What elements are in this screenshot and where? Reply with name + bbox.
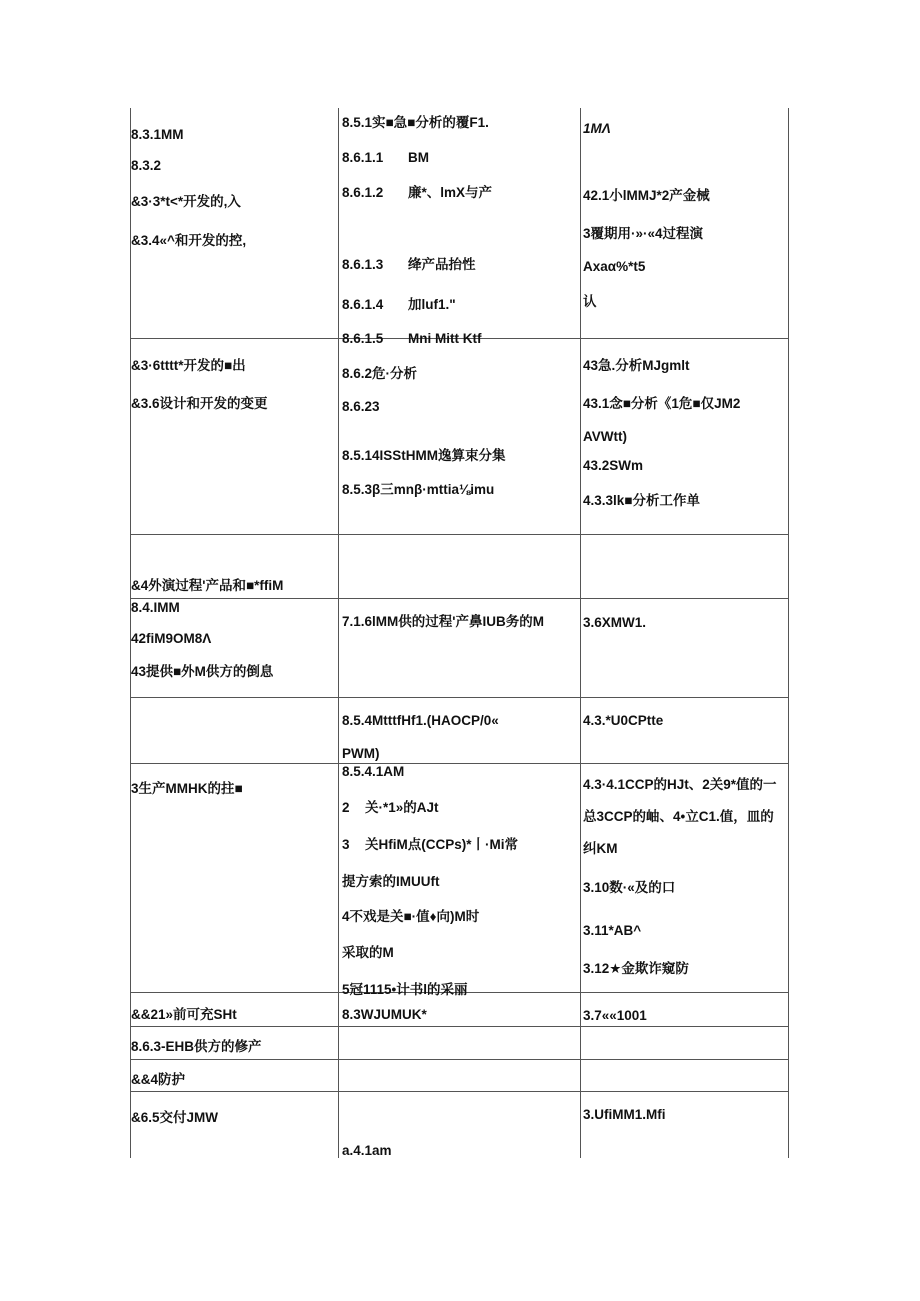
table-cell-r5-c2 — [339, 764, 580, 997]
clause-text: a.4.1am — [342, 1143, 392, 1158]
clause-text: 42fiM9OM8Λ — [131, 631, 212, 646]
clause-number: 8.6.1.2 — [342, 185, 384, 200]
clause-text: 采取的M — [342, 945, 394, 960]
clause-text: &4外演过程'产品和■*ffiM — [131, 578, 284, 593]
clause-text: 43.2SWm — [583, 458, 644, 473]
table-cell-r6-c1 — [131, 993, 338, 1026]
table-cell-r1-c2 — [339, 339, 580, 534]
clause-title: 加luf1." — [408, 297, 456, 312]
clause-text: 3.10数·«及的口 — [583, 880, 676, 895]
clause-text: 5冠1115•计书l的采丽 — [342, 982, 468, 997]
clause-number: 8.6.1.3 — [342, 257, 384, 272]
clause-text: 3生产MMHK的拄■ — [131, 781, 243, 796]
table-border-right — [788, 108, 789, 1158]
clause-text: 43提供■外M供方的倒息 — [131, 664, 274, 679]
clause-title: 廉*、lmX与产 — [408, 185, 493, 200]
list-number: 3 — [342, 837, 350, 852]
clause-text: &3.6设计和开发的变更 — [131, 396, 268, 411]
clause-text: 3.12★金欺诈窥防 — [583, 961, 689, 976]
clause-text: &&21»前可充SHt — [131, 1007, 237, 1022]
clause-text: 8.5.4.1AM — [342, 764, 405, 779]
table-cell-r6-c2 — [339, 993, 580, 1026]
clause-text: 43.1念■分析《1危■仅JM2 — [583, 396, 741, 411]
table-cell-r3-c1 — [131, 599, 338, 697]
clause-text: &6.5交付JMW — [131, 1110, 219, 1125]
clause-text: 8.6.2危·分析 — [342, 366, 418, 381]
clause-text: AVWtt) — [583, 429, 627, 444]
clause-title: 绛产品抬性 — [408, 257, 476, 272]
clause-text: 4.3.*U0CPtte — [583, 713, 664, 728]
clause-text: 4.3·4.1CCP的HJt、2关9*值的一 — [583, 777, 777, 792]
clause-text: 总3CCP的岫、4•立C1.值，皿的 — [583, 809, 774, 824]
table-cell-r4-c3 — [581, 698, 788, 763]
clause-text: 8.3WJUMUK* — [342, 1007, 427, 1022]
table-cell-r5-c3 — [581, 764, 788, 992]
clause-text: 3.6XMW1. — [583, 615, 647, 630]
clause-text: 42.1小lMMJ*2产金械 — [583, 188, 710, 203]
clause-number: 8.6.1.1 — [342, 150, 384, 165]
clause-text: &3·3*t<*开发的,入 — [131, 194, 241, 209]
list-number: 2 — [342, 800, 350, 815]
clause-text: &3.4«^和开发的控, — [131, 233, 247, 248]
clause-text: 8.3.2 — [131, 158, 162, 173]
clause-text: 1MΛ — [583, 121, 611, 136]
clause-title: Mni Mitt Ktf — [408, 331, 482, 346]
table-cell-r9-c2 — [339, 1092, 580, 1158]
table-cell-r7-c1 — [131, 1027, 338, 1059]
table-cell-r9-c1 — [131, 1092, 338, 1158]
clause-text: 8.4.IMM — [131, 600, 180, 615]
table-cell-r2-c1 — [131, 535, 338, 598]
table-cell-r1-c1 — [131, 339, 338, 534]
clause-text: 关HfiM点(CCPs)*丨·Mi常 — [365, 837, 518, 852]
clause-text: 8.6.3-EHB供方的修产 — [131, 1039, 262, 1054]
clause-text: 3.7««1001 — [583, 1008, 647, 1023]
clause-text: 提方索的IMUUft — [342, 874, 440, 889]
clause-text: 关·*1»的AJt — [365, 800, 439, 815]
clause-number: 8.6.1.5 — [342, 331, 384, 346]
table-cell-r0-c3 — [581, 108, 788, 338]
table-cell-r0-c2 — [339, 108, 580, 346]
clause-text: 4.3.3lk■分析工作单 — [583, 493, 700, 508]
clause-text: 3.11*AB^ — [583, 923, 642, 938]
clause-text: PWM) — [342, 746, 380, 761]
clause-text: 8.5.3β三mnβ·mttia⅛imu — [342, 482, 495, 497]
table-cell-r8-c1 — [131, 1060, 338, 1091]
table-cell-r1-c3 — [581, 339, 788, 534]
clause-text: 纠KM — [583, 841, 618, 856]
table-cell-r0-c1 — [131, 108, 338, 338]
clause-text: 8.5.1实■急■分析的覆F1. — [342, 115, 489, 130]
clause-text: Axaα%*t5 — [583, 259, 646, 274]
clause-text: 7.1.6lMM供的过程'产鼻IUB务的M — [342, 614, 544, 629]
clause-text: 8.5.4MtttfHf1.(HAOCP/0« — [342, 713, 499, 728]
table-cell-r4-c2 — [339, 698, 580, 763]
clause-text: 3覆期用·»·«4过程演 — [583, 226, 704, 241]
table-cell-r3-c2 — [339, 599, 580, 697]
clause-text: 3.UfiMM1.Mfi — [583, 1107, 666, 1122]
clause-text: 43急.分析MJgmlt — [583, 358, 690, 373]
clause-text: 4不戏是关■·值♦向)M时 — [342, 909, 480, 924]
table-cell-r9-c3 — [581, 1092, 788, 1158]
clause-text: 8.6.23 — [342, 399, 380, 414]
clause-title: BM — [408, 150, 429, 165]
table-cell-r6-c3 — [581, 993, 788, 1026]
clause-text: 认 — [583, 294, 597, 309]
clause-text: &&4防护 — [131, 1072, 186, 1087]
clause-text: 8.3.1MM — [131, 127, 184, 142]
table-cell-r3-c3 — [581, 599, 788, 697]
clause-text: &3·6tttt*开发的■出 — [131, 358, 246, 373]
table-cell-r5-c1 — [131, 764, 338, 992]
clause-text: 8.5.14ISStHMM逸算束分集 — [342, 448, 506, 463]
clause-number: 8.6.1.4 — [342, 297, 384, 312]
